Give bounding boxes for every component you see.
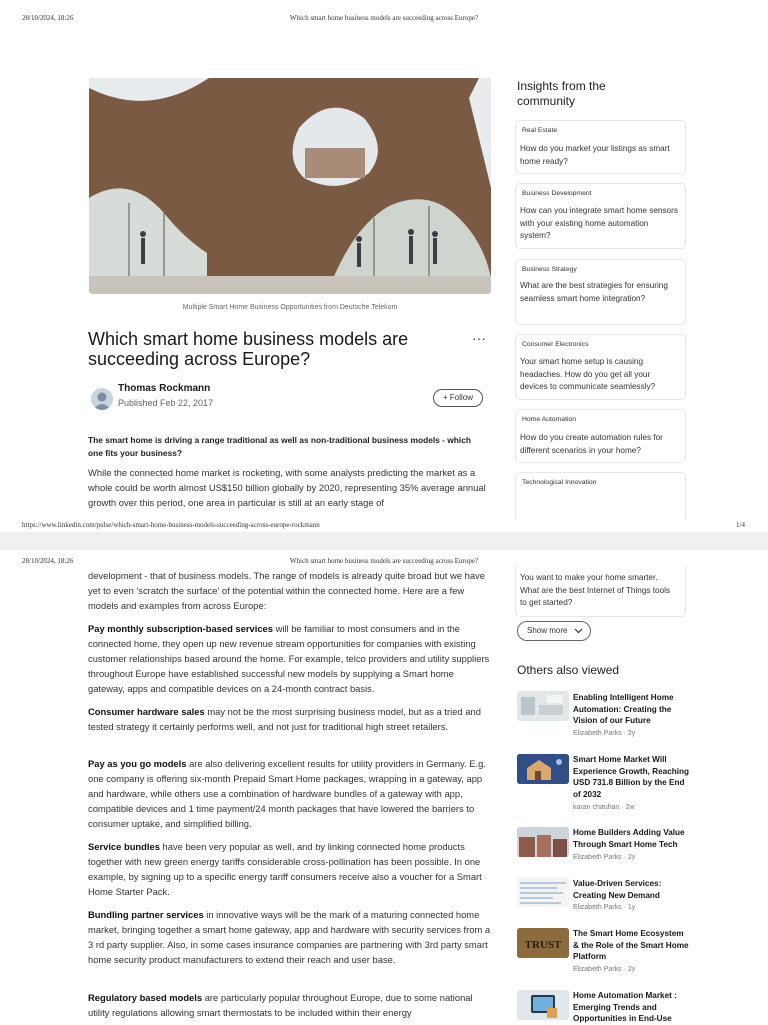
print-datetime: 28/10/2024, 18:26 (22, 14, 74, 22)
article-section (88, 704, 492, 734)
hero-caption: Multiple Smart Home Business Opportunities from Deutsche Telekom (182, 304, 398, 311)
others-item-title[interactable]: Enabling Intelligent Home Automation: Creating the Vision of our Future (573, 693, 674, 725)
article-section (88, 839, 492, 899)
insight-tag: Consumer Electronics (522, 341, 589, 348)
show-more-button[interactable] (517, 621, 591, 641)
print-page-number: 1/4 (736, 521, 745, 529)
others-item-title[interactable]: Home Builders Adding Value Through Smart Home Tech (573, 828, 685, 849)
article-thumbnail (517, 990, 569, 1020)
others-item-author: karan chauhan (573, 804, 620, 811)
show-more-label: Show more (527, 626, 568, 635)
section-text: are also delivering excellent results for utility providers in Germany. E.g. one company is offering six-month Prepaid Smart Home packages, wrapping in a gateway, app and hardware, while others use a combination of hardware bundles of a gateway with app, compatible devices and 1 time payment/24 month packages that have lowered the barriers to consumer uptake, and simplified billing. (88, 758, 486, 829)
follow-button[interactable]: + Follow (433, 389, 483, 407)
room-thumbnail-icon (517, 691, 569, 721)
article-thumbnail (517, 928, 569, 958)
insight-card[interactable] (515, 259, 686, 325)
author-name[interactable]: Thomas Rockmann (118, 383, 211, 394)
article-section (88, 756, 492, 831)
insight-question: You want to make your home smarter. What are the best Internet of Things tools to get started? (520, 573, 671, 608)
section-text: have been very popular as well, and by linking connected home products together with new green energy tariffs considerable cross-pollination has been possible. In one example, by signing up to a specific energy tariff consumers receive also a voucher for a Smart Home Starter Pack. (88, 841, 482, 897)
hero-image (89, 78, 491, 294)
article-thumbnail (517, 754, 569, 784)
chevron-down-icon (574, 628, 583, 634)
insight-card[interactable] (515, 566, 686, 617)
insight-card[interactable] (515, 472, 686, 519)
section-text: in innovative ways will be the mark of a maturing connected home market, bringing together a smart home gateway, app and hardware with security services from a 3 rd party supplier. Also, in some cases insurance companies are partnering with 3rd party smart home security product manufacturers to extend their reach and user base. (88, 909, 491, 965)
insight-card[interactable] (515, 120, 686, 174)
others-item-age: 2y (627, 966, 636, 973)
more-options-icon[interactable]: ··· (472, 330, 486, 346)
print-url: https://www.linkedin.com/pulse/which-smart-home-business-models-succeeding-across-europe-rockmann (22, 521, 320, 529)
others-item-author: Elizabeth Parks (573, 904, 622, 911)
others-item-author: Elizabeth Parks (573, 730, 622, 737)
insight-question: How do you market your listings as smart home ready? (520, 144, 670, 166)
article-intro-continued: development - that of business models. The range of models is already quite broad but we have yet to even 'scratch the surface' of the potential within the connected home. Here are a few models and examples from across Europe: (88, 570, 485, 611)
article-section (88, 907, 492, 967)
published-date: Published Feb 22, 2017 (118, 398, 214, 408)
others-item-author: Elizabeth Parks (573, 966, 622, 973)
document-thumbnail-icon (517, 877, 569, 907)
insight-tag: Business Development (522, 190, 592, 197)
print-datetime: 28/10/2024, 18:26 (22, 557, 74, 565)
section-heading: Service bundles (88, 841, 160, 852)
others-item-age: 1y (627, 904, 636, 911)
trust-thumbnail-icon (517, 928, 569, 958)
others-item-title[interactable]: The Smart Home Ecosystem & the Role of the Smart Home Platform (573, 929, 689, 961)
others-item-author: Elizabeth Parks (573, 854, 622, 861)
insight-tag: Real Estate (522, 127, 558, 134)
section-text: will be familiar to most consumers and in the connected home, they open up new revenue stream opportunities for companies with existing customer relationships based around the home. For example, telco providers and utility suppliers throughout Europe have established successful new models by supplying a Smart home gateway, apps and compatible devices on a 24-month contract basis. (88, 623, 490, 694)
others-item-meta: karan chauhan · 2w (573, 804, 635, 811)
section-heading: Regulatory based models (88, 992, 203, 1003)
houses-thumbnail-icon (517, 827, 569, 857)
insight-question: How can you integrate smart home sensors with your existing home automation system? (520, 206, 678, 241)
section-text: may not be the most surprising business model, but as a tried and tested strategy it certainly performs well, and not just for traditional high street retailers. (88, 706, 481, 732)
section-text: are particularly popular throughout Europe, due to some national utility regulations allowing smart thermostats to be included within their energy (88, 992, 473, 1018)
article-thumbnail (517, 691, 569, 721)
hero-illustration (89, 78, 491, 294)
avatar-person-icon (91, 388, 113, 410)
section-heading: Consumer hardware sales (88, 706, 205, 717)
article-title: Which smart home business models are succeeding across Europe? (88, 329, 409, 369)
others-item-title[interactable]: Smart Home Market Will Experience Growth, Reaching USD 731.8 Billion by the End of 2032 (573, 755, 690, 799)
insight-question: Your smart home setup is causing headaches. How do you get all your devices to communicate seamlessly? (520, 357, 656, 392)
others-item-title[interactable]: Home Automation Market : Emerging Trends and Opportunities in End-Use (573, 991, 677, 1023)
insight-card[interactable] (515, 409, 686, 463)
others-item-meta: Elizabeth Parks · 2y (573, 854, 636, 861)
section-heading: Bundling partner services (88, 909, 204, 920)
article-lead: The smart home is driving a range traditional as well as non-traditional business models - which one fits your business? (88, 435, 472, 458)
others-item-age: 2w (625, 804, 635, 811)
article-section (88, 621, 492, 696)
article-thumbnail (517, 877, 569, 907)
others-item-meta: Elizabeth Parks · 2y (573, 730, 636, 737)
print-doc-title: Which smart home business models are succeeding across Europe? (289, 557, 479, 565)
others-viewed-title: Others also viewed (517, 663, 620, 677)
article-thumbnail (517, 827, 569, 857)
others-item-meta: Elizabeth Parks · 1y (573, 904, 636, 911)
trust-thumbnail-text: TRUST (524, 939, 562, 951)
insight-question: How do you create automation rules for different scenarios in your home? (520, 433, 663, 455)
insight-card[interactable] (515, 183, 686, 249)
others-item-age: 2y (627, 854, 636, 861)
insights-title: Insights from the community (517, 79, 606, 108)
others-item-meta: Elizabeth Parks · 2y (573, 966, 636, 973)
house-thumbnail-icon (517, 754, 569, 784)
article-intro: While the connected home market is rocketing, with some analysts predicting the market as a whole could be worth almost US$150 billion globally by 2020, representing 35% average annual growth over this period, one area in particular is still at an early stage of (88, 467, 486, 508)
insight-card[interactable] (515, 334, 686, 400)
others-item-title[interactable]: Value-Driven Services: Creating New Demand (573, 879, 662, 900)
print-doc-title: Which smart home business models are succeeding across Europe? (289, 14, 479, 22)
author-avatar[interactable] (91, 388, 113, 410)
insight-question: What are the best strategies for ensuring seamless smart home integration? (520, 281, 668, 303)
page-break (0, 532, 768, 550)
section-heading: Pay as you go models (88, 758, 187, 769)
article-section (88, 990, 492, 1024)
insight-tag: Technological Innovation (522, 479, 597, 486)
tablet-thumbnail-icon (517, 990, 569, 1020)
section-heading: Pay monthly subscription-based services (88, 623, 273, 634)
insight-tag: Home Automation (522, 416, 577, 423)
others-item-age: 2y (627, 730, 636, 737)
insight-tag: Business Strategy (522, 266, 577, 273)
